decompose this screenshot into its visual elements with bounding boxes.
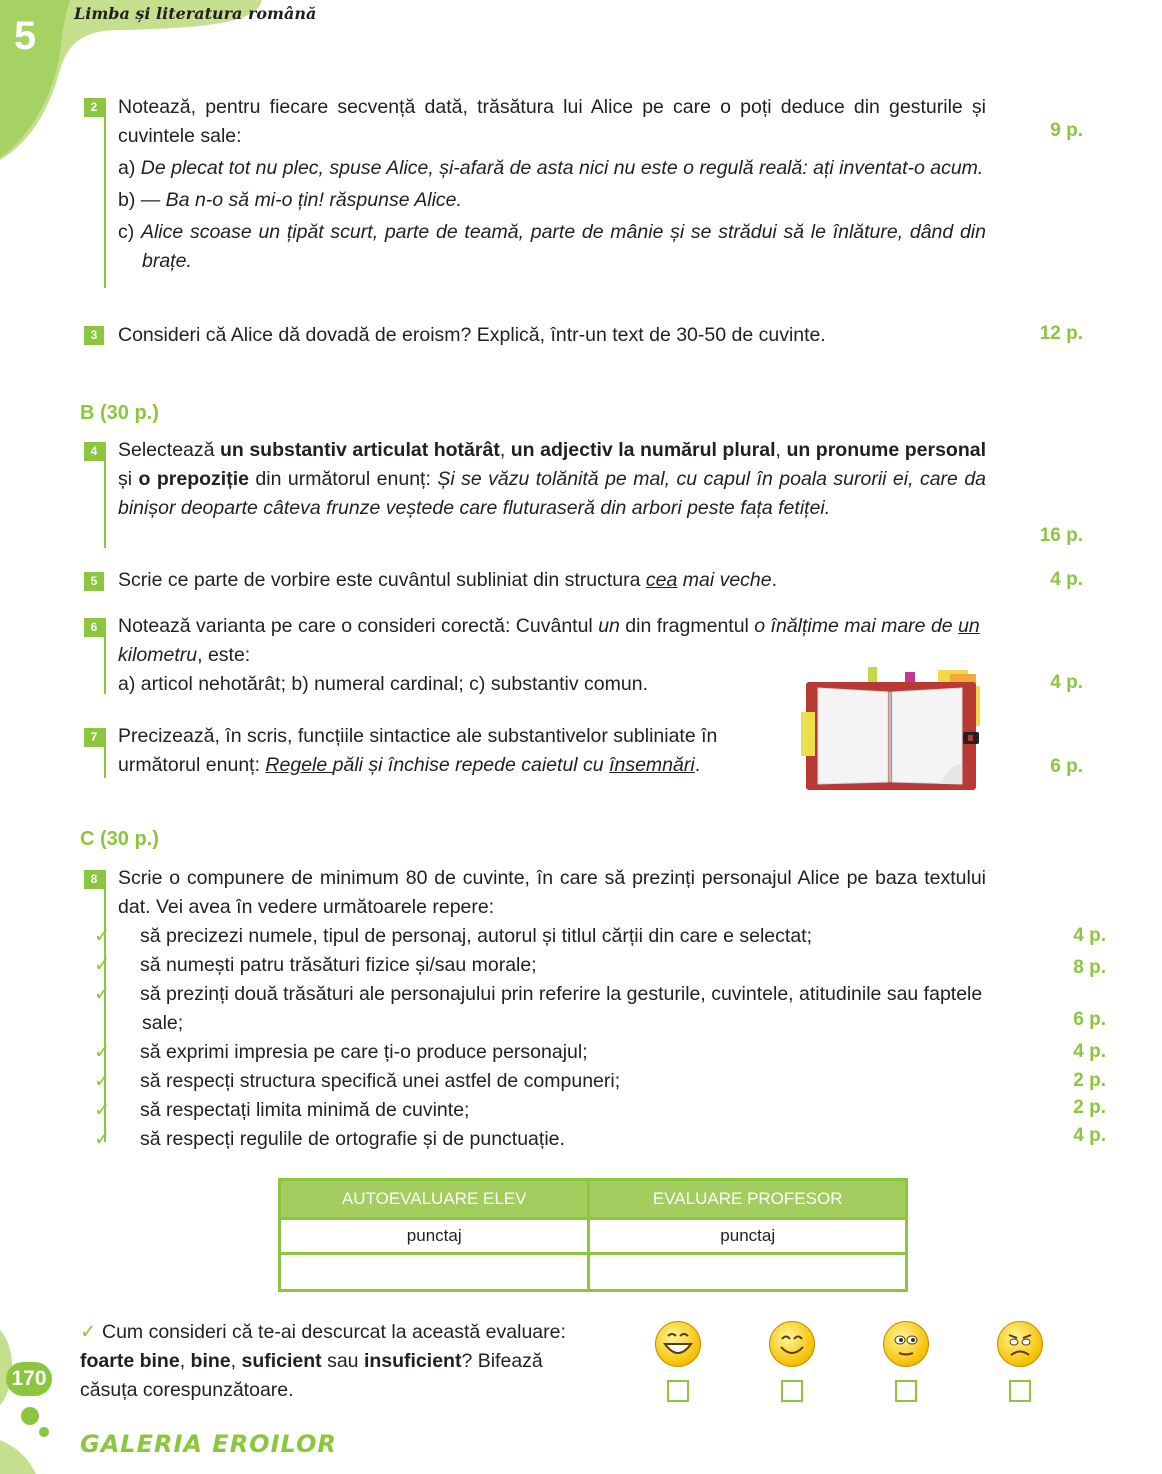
- points-q4: 16 p.: [1039, 525, 1083, 546]
- table-cell: punctaj: [589, 1219, 907, 1254]
- points-q6: 4 p.: [1050, 672, 1083, 693]
- self-assessment-question: ✓ Cum consideri că te-ai descurcat la această evaluare: foarte bine, bine, suficient sau insuficient? Bifează căsuța corespunzătoare.: [80, 1321, 566, 1401]
- teacher-score-cell[interactable]: [589, 1254, 907, 1291]
- points-q5: 4 p.: [1050, 569, 1083, 590]
- chapter-number: 5: [14, 14, 37, 58]
- criterion-item: ✓ să precizezi numele, tipul de personaj, autorul și titlul cărții din care e selectat;: [94, 925, 812, 947]
- very-happy-face-icon: [655, 1321, 701, 1367]
- criterion-item: ✓ să respectați limita minimă de cuvinte;: [94, 1099, 470, 1121]
- evaluation-table: [278, 1178, 908, 1292]
- criterion-item: ✓ să numești patru trăsături fizice și/sau morale;: [94, 954, 537, 976]
- happy-face-icon: [769, 1321, 815, 1367]
- table-cell: punctaj: [280, 1219, 589, 1254]
- points-criterion: 4 p.: [1073, 1041, 1106, 1062]
- neutral-face-icon: [883, 1321, 929, 1367]
- question-3-text: Consideri că Alice dă dovadă de eroism? Explică, într-un text de 30-50 de cuvinte.: [118, 324, 826, 346]
- notebook-illustration: [800, 664, 990, 794]
- question-bar: [104, 728, 106, 778]
- question-number-8: 8: [84, 870, 104, 889]
- question-number-2: 2: [84, 98, 104, 117]
- question-bar: [104, 98, 106, 288]
- section-b-heading: B (30 p.): [80, 402, 159, 424]
- points-q2: 9 p.: [1050, 120, 1083, 141]
- question-8-intro: Scrie o compunere de minimum 80 de cuvinte, în care să prezinți personajul Alice pe baza textului dat. Vei avea în vedere următoarele repere:: [118, 867, 986, 918]
- question-number-7: 7: [84, 728, 104, 747]
- points-criterion: 2 p.: [1073, 1097, 1106, 1118]
- question-bar: [104, 618, 106, 694]
- question-8: [94, 864, 986, 1154]
- question-number-6: 6: [84, 618, 104, 637]
- option-b: b) — Ba n-o să mi-o țin! răspunse Alice.: [118, 189, 462, 211]
- question-2-text: Notează, pentru fiecare secvență dată, trăsătura lui Alice pe care o poți deduce din gesturile și cuvintele sale:: [118, 96, 986, 147]
- points-criterion: 8 p.: [1073, 957, 1106, 978]
- sad-face-icon: [997, 1321, 1043, 1367]
- underlined-word: cea: [645, 569, 678, 591]
- criterion-item: ✓ să respecți structura specifică unei astfel de compuneri;: [94, 1070, 621, 1092]
- points-criterion: 4 p.: [1073, 1125, 1106, 1146]
- points-q3: 12 p.: [1039, 323, 1083, 344]
- question-number-5: 5: [84, 572, 104, 591]
- table-header: AUTOEVALUARE ELEV: [280, 1180, 589, 1219]
- points-criterion: 4 p.: [1073, 925, 1106, 946]
- question-number-3: 3: [84, 326, 104, 345]
- section-c-heading: C (30 p.): [80, 828, 159, 850]
- checkbox-good[interactable]: [781, 1380, 803, 1402]
- table-header: EVALUARE PROFESOR: [589, 1180, 907, 1219]
- question-4-quote: Și se văzu tolănită pe mal, cu capul în poala surorii ei, care da binișor deoparte câteva frunze veștede care fluturaseră din arbori peste fața fetiței.: [118, 468, 987, 519]
- checkbox-sufficient[interactable]: [895, 1380, 917, 1402]
- question-number-4: 4: [84, 442, 104, 461]
- question-6-options: a) articol nehotărât; b) numeral cardinal; c) substantiv comun.: [118, 673, 648, 695]
- page-number: 170: [6, 1362, 52, 1396]
- question-7: Precizează, în scris, funcțiile sintactice ale substantivelor subliniate în următorul enunț: Regele păli și închise repede caietul cu însemnări.: [118, 725, 718, 776]
- question-2: [118, 93, 986, 276]
- question-6: Notează varianta pe care o consideri corectă: Cuvântul un din fragmentul o înălțime mai mare de un kilometru, este: a) articol nehotărât; b) numeral cardinal; c) substantiv comun.: [118, 615, 980, 695]
- footer-shape: [0, 1330, 60, 1474]
- question-bar: [104, 442, 106, 548]
- checkbox-insufficient[interactable]: [1009, 1380, 1031, 1402]
- student-score-cell[interactable]: [280, 1254, 589, 1291]
- question-5: Scrie ce parte de vorbire este cuvântul subliniat din structura cea mai veche.: [118, 569, 778, 591]
- question-4: Selectează un substantiv articulat hotărât, un adjectiv la numărul plural, un pronume personal și o prepoziție din următorul enunț: Și se văzu tolănită pe mal, cu capul în poala surorii ei, care da binișor deoparte câteva frunze veștede care fluturaseră din arbori peste fața fetiței.: [118, 439, 987, 519]
- points-criterion: 6 p.: [1073, 1009, 1106, 1030]
- criterion-item: ✓ să respecți regulile de ortografie și de punctuație.: [94, 1128, 565, 1150]
- subject-title: Limba și literatura română: [74, 4, 317, 23]
- option-c: c) Alice scoase un țipăt scurt, parte de teamă, parte de mânie și se strădui să le înlăture, dând din brațe.: [118, 221, 986, 272]
- checkbox-very-good[interactable]: [667, 1380, 689, 1402]
- criterion-item: ✓ să exprimi impresia pe care ți-o produce personajul;: [94, 1041, 588, 1063]
- option-a: a) De plecat tot nu plec, spuse Alice, și-afară de asta nici nu este o regulă reală: ați inventat-o acum.: [118, 157, 984, 179]
- series-title: GALERIA EROILOR: [80, 1430, 337, 1458]
- points-criterion: 2 p.: [1073, 1070, 1106, 1091]
- points-q7: 6 p.: [1050, 756, 1083, 777]
- criterion-item: ✓ să prezinți două trăsături ale personajului prin referire la gesturile, cuvintele, atitudinile sau faptele sale;: [94, 983, 983, 1034]
